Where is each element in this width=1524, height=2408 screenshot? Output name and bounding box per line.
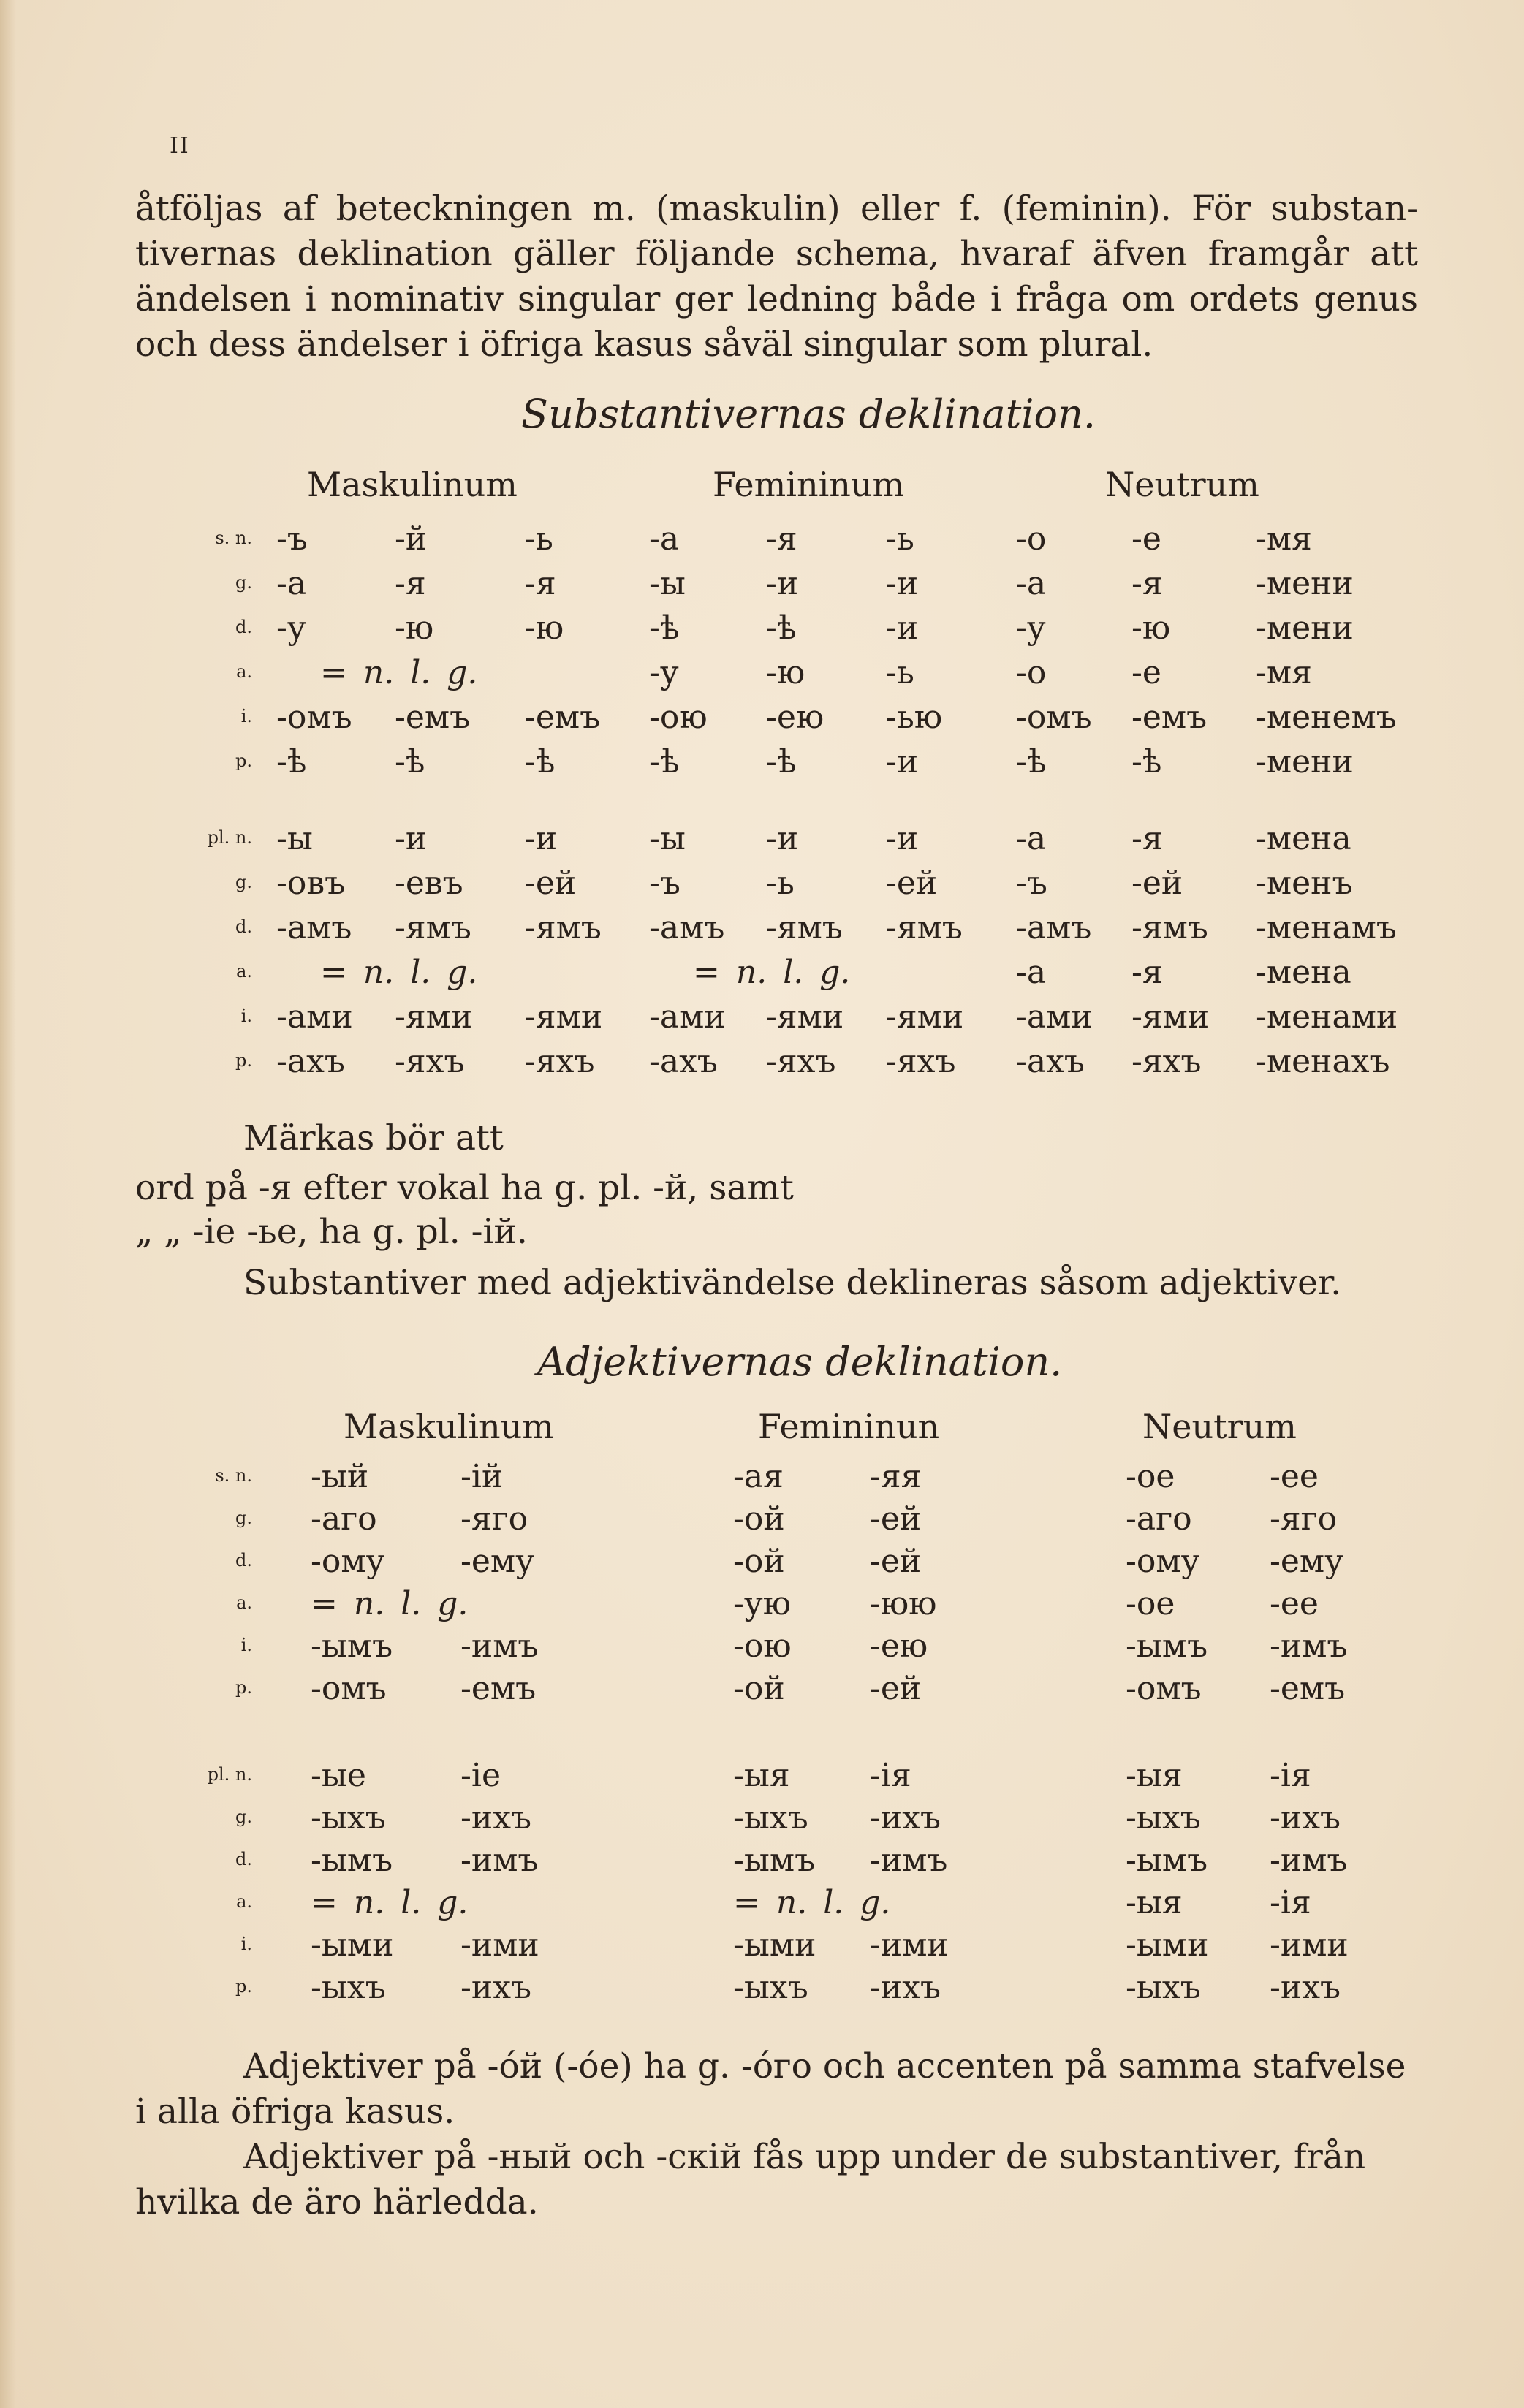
- case-label: i.: [240, 1934, 252, 1954]
- ending-cell: -менъ: [1256, 865, 1353, 902]
- ending-cell: -мена: [1256, 820, 1351, 857]
- ending-cell: -ей: [870, 1670, 922, 1707]
- ending-cell: -ями: [766, 998, 844, 1036]
- ending-cell: -а: [1016, 820, 1047, 857]
- ending-cell: -омъ: [1126, 1670, 1202, 1707]
- case-label: a.: [236, 661, 252, 682]
- case-label: a.: [236, 1891, 252, 1912]
- ending-cell: -ь: [886, 520, 914, 558]
- ending-cell: -ыхъ: [733, 1799, 808, 1837]
- ending-cell: -о: [1016, 520, 1047, 558]
- case-label: p.: [235, 751, 252, 771]
- ending-cell: -ей: [870, 1543, 922, 1580]
- ending-cell: -и: [886, 743, 919, 780]
- ending-cell: -имъ: [1270, 1628, 1348, 1665]
- ending-cell: -и: [766, 820, 799, 857]
- case-label: s. n.: [215, 1465, 252, 1486]
- closing-line: Adjektiver på -ный och -скій fås upp under de substantiver, från: [243, 2137, 1366, 2177]
- ending-cell: -ь: [886, 654, 914, 691]
- ending-cell: -амъ: [276, 909, 352, 946]
- ending-cell: -а: [1016, 954, 1047, 991]
- ending-cell: -ое: [1126, 1458, 1175, 1495]
- ending-cell: -ямъ: [1131, 909, 1208, 946]
- ending-cell: -ь: [766, 865, 795, 902]
- ending-cell: -яхъ: [886, 1043, 956, 1080]
- ending-cell: -о: [1016, 654, 1047, 691]
- case-label: d.: [235, 617, 252, 637]
- case-label: pl. n.: [207, 827, 252, 848]
- case-label: g.: [235, 1807, 252, 1827]
- ending-cell: = n. l. g.: [311, 1585, 469, 1622]
- ending-cell: -яхъ: [766, 1043, 836, 1080]
- case-label: a.: [236, 1592, 252, 1613]
- ending-cell: -ими: [870, 1926, 949, 1964]
- ending-cell: -я: [1131, 565, 1163, 602]
- ending-cell: -я: [395, 565, 426, 602]
- ending-cell: -ѣ: [1131, 743, 1162, 780]
- page-edge-shadow: [0, 0, 16, 2408]
- case-label: i.: [240, 706, 252, 726]
- ending-cell: -ымъ: [733, 1842, 816, 1879]
- ending-cell: -ымъ: [1126, 1842, 1208, 1879]
- closing-line: i alla öfriga kasus.: [135, 2092, 455, 2132]
- ending-cell: -ія: [1270, 1884, 1311, 1921]
- intro-line: ändelsen i nominativ singular ger ledning både i fråga om ordets genus: [135, 279, 1418, 319]
- ending-cell: -ій: [460, 1458, 504, 1495]
- ending-cell: -ихъ: [870, 1799, 941, 1837]
- ending-cell: -мени: [1256, 565, 1354, 602]
- closing-paragraph-2: [135, 2135, 1418, 2225]
- case-label: g.: [235, 572, 252, 593]
- ending-cell: -ое: [1126, 1585, 1175, 1622]
- ending-cell: -ями: [525, 998, 603, 1036]
- ending-cell: -менамъ: [1256, 909, 1397, 946]
- ending-cell: -ыхъ: [733, 1969, 808, 2006]
- ending-cell: -ой: [733, 1543, 785, 1580]
- case-label: p.: [235, 1677, 252, 1698]
- adj-col-neuter: Neutrum: [1142, 1407, 1297, 1446]
- ending-cell: -ей: [870, 1500, 922, 1538]
- ending-cell: -ыхъ: [1126, 1799, 1201, 1837]
- ending-cell: -ы: [649, 565, 686, 602]
- ending-cell: -емъ: [1131, 699, 1208, 736]
- subst-col-neuter: Neutrum: [1105, 465, 1259, 504]
- ending-cell: -яхъ: [525, 1043, 595, 1080]
- case-label: g.: [235, 872, 252, 892]
- ending-cell: -ыя: [733, 1757, 790, 1794]
- ending-cell: -ихъ: [460, 1969, 532, 2006]
- ending-cell: -ю: [525, 609, 564, 647]
- ending-cell: -мени: [1256, 609, 1354, 647]
- ending-cell: -а: [1016, 565, 1047, 602]
- ending-cell: -юю: [870, 1585, 937, 1622]
- ending-cell: -ымъ: [1126, 1628, 1208, 1665]
- ending-cell: -ому: [311, 1543, 385, 1580]
- case-label: p.: [235, 1976, 252, 1997]
- ending-cell: -емъ: [1270, 1670, 1346, 1707]
- ending-cell: -ь: [525, 520, 553, 558]
- ending-cell: -ія: [870, 1757, 911, 1794]
- ending-cell: -ахъ: [276, 1043, 345, 1080]
- ending-cell: -яхъ: [1131, 1043, 1202, 1080]
- ending-cell: -ѣ: [766, 609, 797, 647]
- case-label: p.: [235, 1050, 252, 1071]
- ending-cell: = n. l. g.: [320, 954, 478, 991]
- ending-cell: -іе: [460, 1757, 501, 1794]
- ending-cell: -амъ: [1016, 909, 1092, 946]
- ending-cell: -ою: [649, 699, 708, 736]
- ending-cell: -ями: [886, 998, 964, 1036]
- ending-cell: -я: [766, 520, 797, 558]
- ending-cell: = n. l. g.: [733, 1884, 891, 1921]
- ending-cell: -ею: [870, 1628, 928, 1665]
- ending-cell: -амъ: [649, 909, 725, 946]
- ending-cell: -мя: [1256, 654, 1312, 691]
- ending-cell: -ы: [276, 820, 313, 857]
- ending-cell: -мена: [1256, 954, 1351, 991]
- ending-cell: -ямъ: [766, 909, 843, 946]
- ending-cell: -ыми: [311, 1926, 394, 1964]
- ending-cell: -ые: [311, 1757, 366, 1794]
- ending-cell: -ѣ: [525, 743, 556, 780]
- subst-col-masculine: Maskulinum: [307, 465, 518, 504]
- ending-cell: -имъ: [460, 1842, 539, 1879]
- ending-cell: -емъ: [395, 699, 471, 736]
- ending-cell: -ѣ: [649, 609, 680, 647]
- ending-cell: -ями: [395, 998, 473, 1036]
- case-label: a.: [236, 961, 252, 981]
- note-line: ord på -я efter vokal ha g. pl. -й, samt: [135, 1168, 794, 1208]
- ending-cell: -ихъ: [870, 1969, 941, 2006]
- ending-cell: -ими: [460, 1926, 539, 1964]
- ending-cell: -ахъ: [649, 1043, 718, 1080]
- ending-cell: -ыхъ: [311, 1969, 386, 2006]
- ending-cell: -ъ: [649, 865, 681, 902]
- ending-cell: -ымъ: [311, 1628, 393, 1665]
- ending-cell: -а: [649, 520, 680, 558]
- ending-cell: -ыя: [1126, 1757, 1183, 1794]
- case-label: pl. n.: [207, 1764, 252, 1785]
- ending-cell: -ой: [733, 1500, 785, 1538]
- ending-cell: -ему: [460, 1543, 535, 1580]
- ending-cell: -ыя: [1126, 1884, 1183, 1921]
- case-label: d.: [235, 1550, 252, 1570]
- ending-cell: -ой: [733, 1670, 785, 1707]
- ending-cell: -ія: [1270, 1757, 1311, 1794]
- ending-cell: -и: [886, 820, 919, 857]
- ending-cell: -и: [525, 820, 558, 857]
- ending-cell: -мя: [1256, 520, 1312, 558]
- ending-cell: -ихъ: [1270, 1969, 1341, 2006]
- ending-cell: -ямъ: [395, 909, 471, 946]
- closing-line: hvilka de äro härledda.: [135, 2182, 539, 2222]
- ending-cell: -ѣ: [649, 743, 680, 780]
- intro-paragraph: [135, 186, 1418, 368]
- ending-cell: -мени: [1256, 743, 1354, 780]
- ending-cell: -ей: [1131, 865, 1183, 902]
- ending-cell: -омъ: [311, 1670, 387, 1707]
- ending-cell: -ыми: [1126, 1926, 1209, 1964]
- ending-cell: -и: [886, 565, 919, 602]
- ending-cell: -ими: [1270, 1926, 1349, 1964]
- ending-cell: -емъ: [525, 699, 601, 736]
- ending-cell: -аго: [311, 1500, 377, 1538]
- ending-cell: -имъ: [460, 1628, 539, 1665]
- ending-cell: -ею: [766, 699, 824, 736]
- ending-cell: = n. l. g.: [693, 954, 851, 991]
- intro-line: tivernas deklination gäller följande schema, hvaraf äfven framgår att: [135, 234, 1418, 274]
- ending-cell: -ами: [649, 998, 726, 1036]
- note-line: Märkas bör att: [243, 1118, 504, 1158]
- ending-cell: -менахъ: [1256, 1043, 1390, 1080]
- ending-cell: -ему: [1270, 1543, 1344, 1580]
- case-label: s. n.: [215, 528, 252, 548]
- ending-cell: -я: [1131, 954, 1163, 991]
- ending-cell: -ихъ: [1270, 1799, 1341, 1837]
- ending-cell: -ью: [886, 699, 943, 736]
- case-label: g.: [235, 1508, 252, 1528]
- ending-cell: -и: [395, 820, 428, 857]
- subst-heading: Substantivernas deklination.: [521, 391, 1096, 437]
- case-label: d.: [235, 916, 252, 937]
- ending-cell: -овъ: [276, 865, 346, 902]
- ending-cell: -ая: [733, 1458, 784, 1495]
- ending-cell: -ую: [733, 1585, 792, 1622]
- ending-cell: -ю: [1131, 609, 1171, 647]
- ending-cell: -яхъ: [395, 1043, 465, 1080]
- ending-cell: -ей: [886, 865, 938, 902]
- ending-cell: -ъ: [276, 520, 308, 558]
- ending-cell: = n. l. g.: [320, 654, 478, 691]
- ending-cell: -яго: [460, 1500, 528, 1538]
- ending-cell: -ямъ: [886, 909, 963, 946]
- case-label: i.: [240, 1006, 252, 1026]
- ending-cell: -ей: [525, 865, 577, 902]
- ending-cell: -менами: [1256, 998, 1398, 1036]
- ending-cell: -омъ: [1016, 699, 1092, 736]
- ending-cell: -ю: [395, 609, 434, 647]
- subst-col-feminine: Femininum: [713, 465, 905, 504]
- ending-cell: -имъ: [1270, 1842, 1348, 1879]
- intro-line: åtföljas af beteckningen m. (maskulin) eller f. (feminin). För substan-: [135, 189, 1418, 229]
- ending-cell: -ѣ: [276, 743, 307, 780]
- closing-line: Adjektiver på -óй (-óе) ha g. -óго och accenten på samma stafvelse: [243, 2046, 1406, 2086]
- ending-cell: -евъ: [395, 865, 463, 902]
- case-label: d.: [235, 1849, 252, 1869]
- ending-cell: -ыми: [733, 1926, 816, 1964]
- ending-cell: -ами: [276, 998, 353, 1036]
- ending-cell: -ю: [766, 654, 805, 691]
- ending-cell: -яго: [1270, 1500, 1338, 1538]
- ending-cell: -ымъ: [311, 1842, 393, 1879]
- ending-cell: -я: [1131, 820, 1163, 857]
- ending-cell: -имъ: [870, 1842, 948, 1879]
- ending-cell: -й: [395, 520, 428, 558]
- ending-cell: -аго: [1126, 1500, 1192, 1538]
- adj-heading: Adjektivernas deklination.: [537, 1339, 1063, 1385]
- note-line: Substantiver med adjektivändelse deklineras såsom adjektiver.: [243, 1263, 1342, 1303]
- ending-cell: -ыхъ: [311, 1799, 386, 1837]
- ending-cell: -ами: [1016, 998, 1093, 1036]
- ending-cell: -ы: [649, 820, 686, 857]
- ending-cell: -е: [1131, 520, 1161, 558]
- ending-cell: -у: [276, 609, 306, 647]
- page-number: II: [170, 133, 190, 159]
- ending-cell: -ее: [1270, 1458, 1319, 1495]
- adj-col-feminine: Femininun: [758, 1407, 940, 1446]
- ending-cell: -омъ: [276, 699, 352, 736]
- closing-paragraph-1: [135, 2044, 1418, 2135]
- ending-cell: -ъ: [1016, 865, 1047, 902]
- ending-cell: -ѣ: [766, 743, 797, 780]
- note-line: „ „ -іе -ье, ha g. pl. -ій.: [135, 1212, 528, 1252]
- ending-cell: -ому: [1126, 1543, 1200, 1580]
- ending-cell: -а: [276, 565, 307, 602]
- ending-cell: -и: [886, 609, 919, 647]
- ending-cell: -ый: [311, 1458, 369, 1495]
- ending-cell: -е: [1131, 654, 1161, 691]
- adj-col-masculine: Maskulinum: [344, 1407, 554, 1446]
- ending-cell: -яя: [870, 1458, 922, 1495]
- ending-cell: -ями: [1131, 998, 1210, 1036]
- ending-cell: = n. l. g.: [311, 1884, 469, 1921]
- ending-cell: -у: [649, 654, 679, 691]
- case-label: i.: [240, 1635, 252, 1655]
- ending-cell: -ихъ: [460, 1799, 532, 1837]
- ending-cell: -ее: [1270, 1585, 1319, 1622]
- ending-cell: -ямъ: [525, 909, 602, 946]
- ending-cell: -менемъ: [1256, 699, 1397, 736]
- ending-cell: -ѣ: [1016, 743, 1047, 780]
- ending-cell: -ахъ: [1016, 1043, 1085, 1080]
- ending-cell: -ою: [733, 1628, 792, 1665]
- intro-line: och dess ändelser i öfriga kasus såväl singular som plural.: [135, 324, 1153, 365]
- ending-cell: -ѣ: [395, 743, 425, 780]
- ending-cell: -ыхъ: [1126, 1969, 1201, 2006]
- ending-cell: -у: [1016, 609, 1046, 647]
- ending-cell: -я: [525, 565, 556, 602]
- ending-cell: -и: [766, 565, 799, 602]
- ending-cell: -емъ: [460, 1670, 537, 1707]
